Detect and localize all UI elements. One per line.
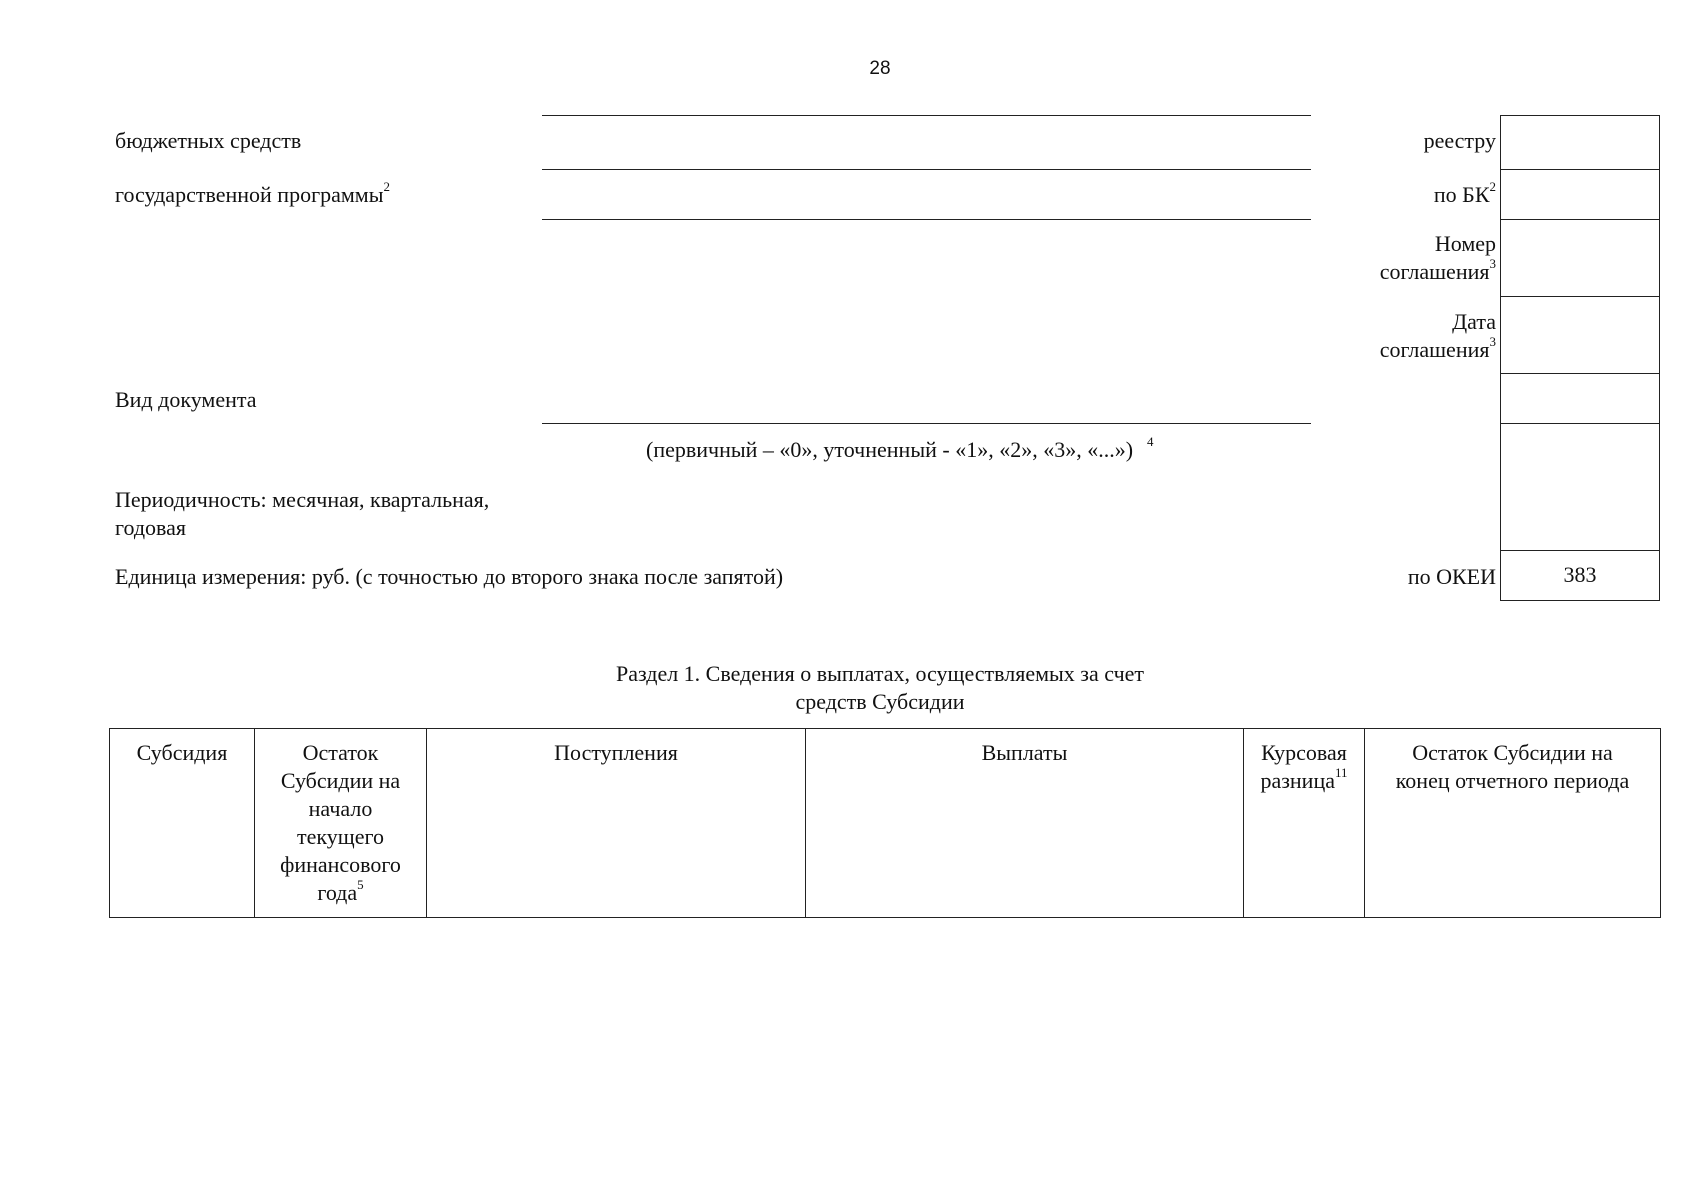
okei-code-box: 383 — [1500, 550, 1660, 601]
budget-funds-fill-line[interactable] — [542, 169, 1311, 170]
col-subsidy-header: Субсидия — [110, 729, 255, 918]
agreement-date-label: Дата соглашения$^3$ — [1379, 309, 1496, 362]
bk-code-box[interactable] — [1500, 169, 1660, 221]
doc-type-code-box[interactable] — [1500, 373, 1660, 425]
agreement-number-box[interactable] — [1500, 219, 1660, 298]
doc-type-label: Вид документа — [115, 387, 257, 412]
col-closing-balance-header: Остаток Субсидии на конец отчетного периода — [1365, 729, 1661, 918]
doc-type-hint: (первичный – «0», уточненный - «1», «2», «3», «...») $^4$ — [646, 433, 1154, 462]
budget-funds-label: бюджетных средств — [115, 128, 302, 153]
col-payments-header: Выплаты — [806, 729, 1244, 918]
program-fill-line[interactable] — [542, 219, 1311, 220]
periodicity-code-box[interactable] — [1500, 423, 1660, 552]
fill-line-top — [542, 115, 1311, 116]
periodicity-label: Периодичность: месячная, квартальная, годовая — [115, 487, 490, 540]
program-label: государственной программы$^2$ — [115, 178, 390, 207]
payments-table — [109, 728, 1661, 918]
registry-label: реестру — [1423, 128, 1496, 153]
bk-label: по $БК^2$ — [1433, 178, 1496, 207]
agreement-number-label: Номер соглашения$^3$ — [1379, 231, 1496, 284]
unit-label: Единица измерения: руб. (с точностью до второго знака после запятой) — [115, 564, 784, 589]
okei-label: по ОКЕИ — [1407, 564, 1496, 589]
doc-type-fill-line[interactable] — [542, 423, 1311, 424]
col-exchange-diff-header: Курсовая разница$^{11}$ — [1244, 729, 1365, 918]
col-opening-balance-header: Остаток Субсидии на начало текущего финансового года$^5$ — [255, 729, 427, 918]
section-title: Раздел 1. Сведения о выплатах, осуществляемых за счет средств Субсидии — [615, 661, 1145, 714]
col-receipts-header: Поступления — [427, 729, 806, 918]
agreement-date-box[interactable] — [1500, 296, 1660, 375]
page-number: 28 — [869, 58, 891, 79]
registry-code-box[interactable] — [1500, 115, 1660, 171]
